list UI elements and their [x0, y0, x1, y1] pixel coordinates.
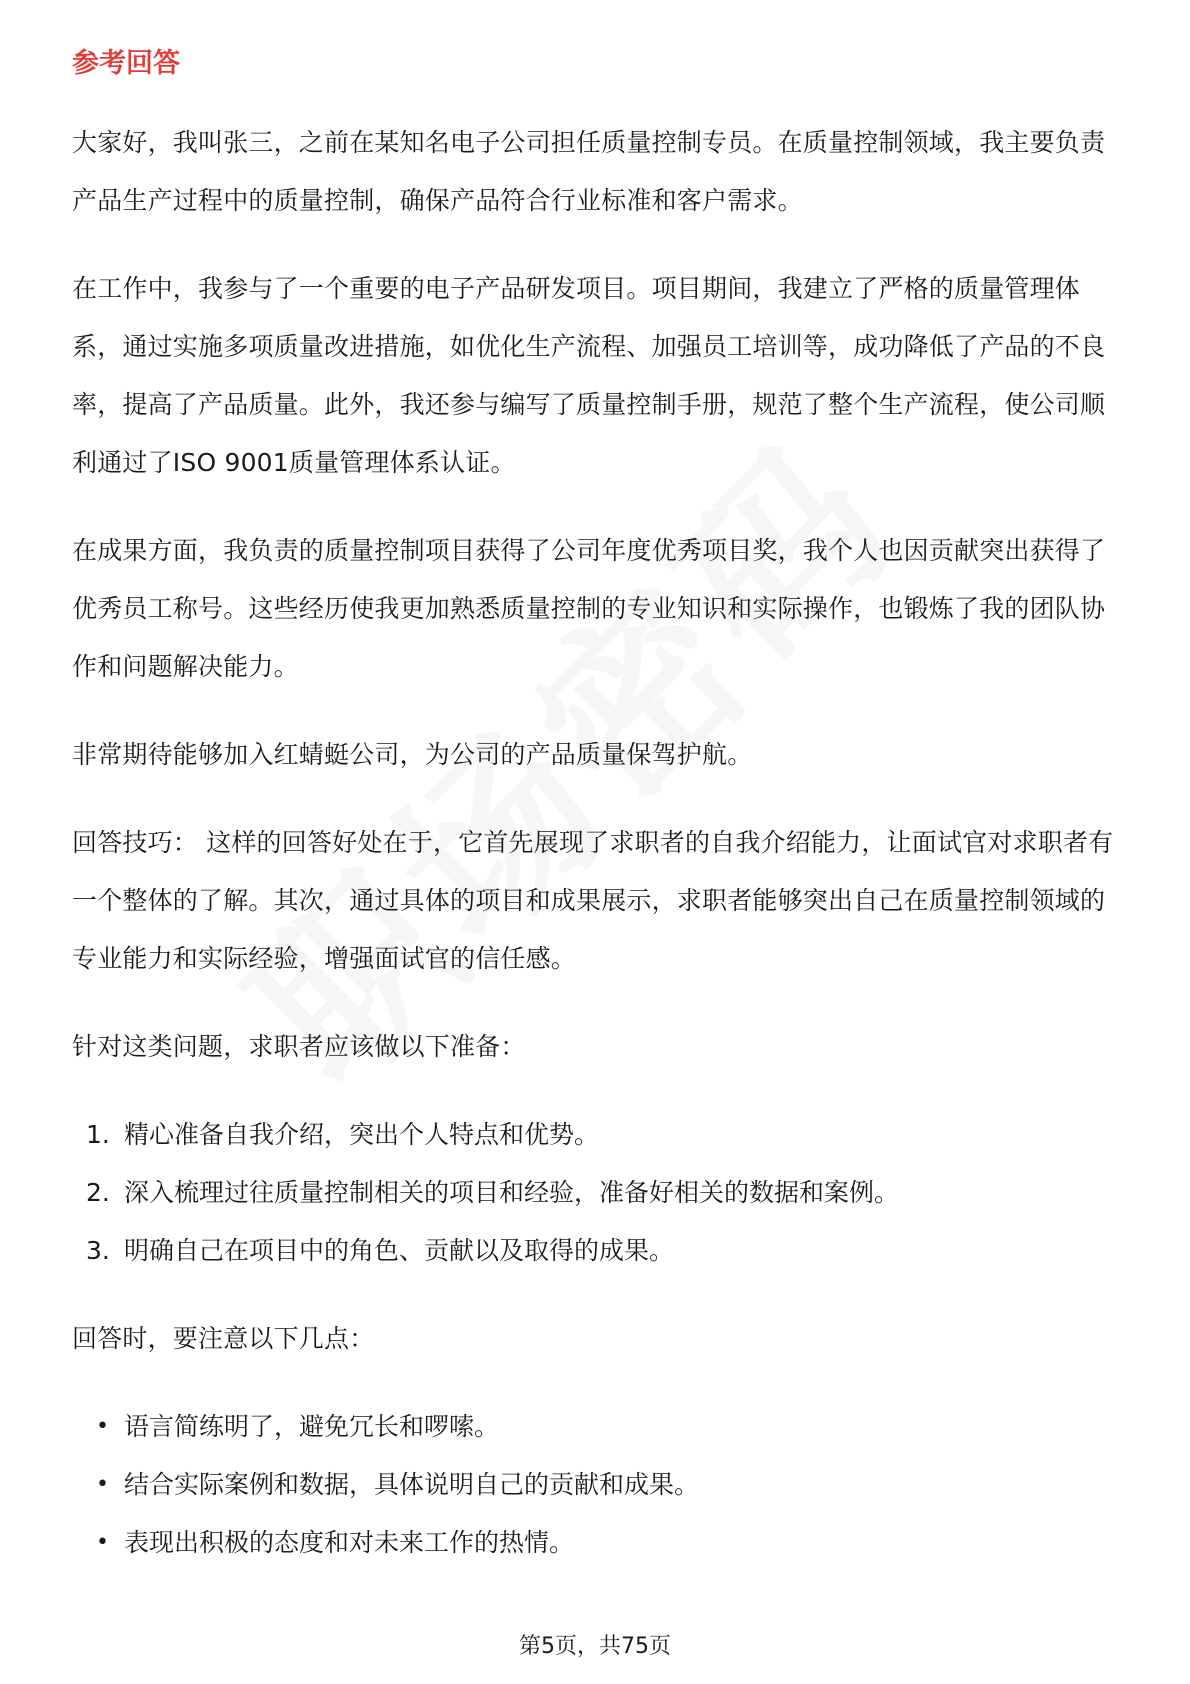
list-item-text: 语言简练明了，避免冗长和啰嗦。 [124, 1412, 500, 1441]
section-heading: 参考回答 [72, 48, 180, 79]
list-item-text: 精心准备自我介绍，突出个人特点和优势。 [124, 1120, 600, 1149]
list-item [72, 1514, 1122, 1572]
work-paragraph: 在工作中，我参与了一个重要的电子产品研发项目。项目期间，我建立了严格的质量管理体系，通过实施多项质量改进措施，如优化生产流程、加强员工培训等，成功降低了产品的不良率，提高了产品质量。此外，我还参与编写了质量控制手册，规范了整个生产流程，使公司顺利通过了ISO 9001质量管理体系认证。 [72, 274, 1106, 477]
document-content [72, 46, 1122, 1602]
preparation-list [72, 1106, 1122, 1280]
page-number-footer: 第5页，共75页 [519, 1634, 671, 1659]
intro-paragraph: 大家好，我叫张三，之前在某知名电子公司担任质量控制专员。在质量控制领域，我主要负责产品生产过程中的质量控制，确保产品符合行业标准和客户需求。 [72, 128, 1106, 215]
preparation-intro: 针对这类问题，求职者应该做以下准备： [72, 1032, 526, 1061]
list-item-text: 表现出积极的态度和对未来工作的热情。 [124, 1528, 575, 1557]
closing-paragraph: 非常期待能够加入红蜻蜓公司，为公司的产品质量保驾护航。 [72, 740, 753, 769]
list-item-text: 深入梳理过往质量控制相关的项目和经验，准备好相关的数据和案例。 [124, 1178, 900, 1207]
list-number: 2. [86, 1178, 110, 1207]
list-item-text: 结合实际案例和数据，具体说明自己的贡献和成果。 [124, 1470, 700, 1499]
notes-intro: 回答时，要注意以下几点： [72, 1324, 375, 1353]
bullet-icon: • [96, 1472, 109, 1497]
bullet-icon: • [96, 1414, 109, 1439]
bullet-icon: • [96, 1530, 109, 1555]
list-item [72, 1222, 1122, 1280]
list-item-text: 明确自己在项目中的角色、贡献以及取得的成果。 [124, 1236, 675, 1265]
list-item [72, 1164, 1122, 1222]
list-number: 1. [86, 1120, 110, 1149]
list-item [72, 1398, 1122, 1456]
tips-paragraph: 回答技巧： 这样的回答好处在于，它首先展现了求职者的自我介绍能力，让面试官对求职者有一个整体的了解。其次，通过具体的项目和成果展示，求职者能够突出自己在质量控制领域的专业能力和实际经验，增强面试官的信任感。 [72, 828, 1114, 973]
achievement-paragraph: 在成果方面，我负责的质量控制项目获得了公司年度优秀项目奖，我个人也因贡献突出获得了优秀员工称号。这些经历使我更加熟悉质量控制的专业知识和实际操作，也锻炼了我的团队协作和问题解决能力。 [72, 536, 1106, 681]
list-number: 3. [86, 1236, 110, 1265]
list-item [72, 1456, 1122, 1514]
list-item [72, 1106, 1122, 1164]
notes-list [72, 1398, 1122, 1572]
